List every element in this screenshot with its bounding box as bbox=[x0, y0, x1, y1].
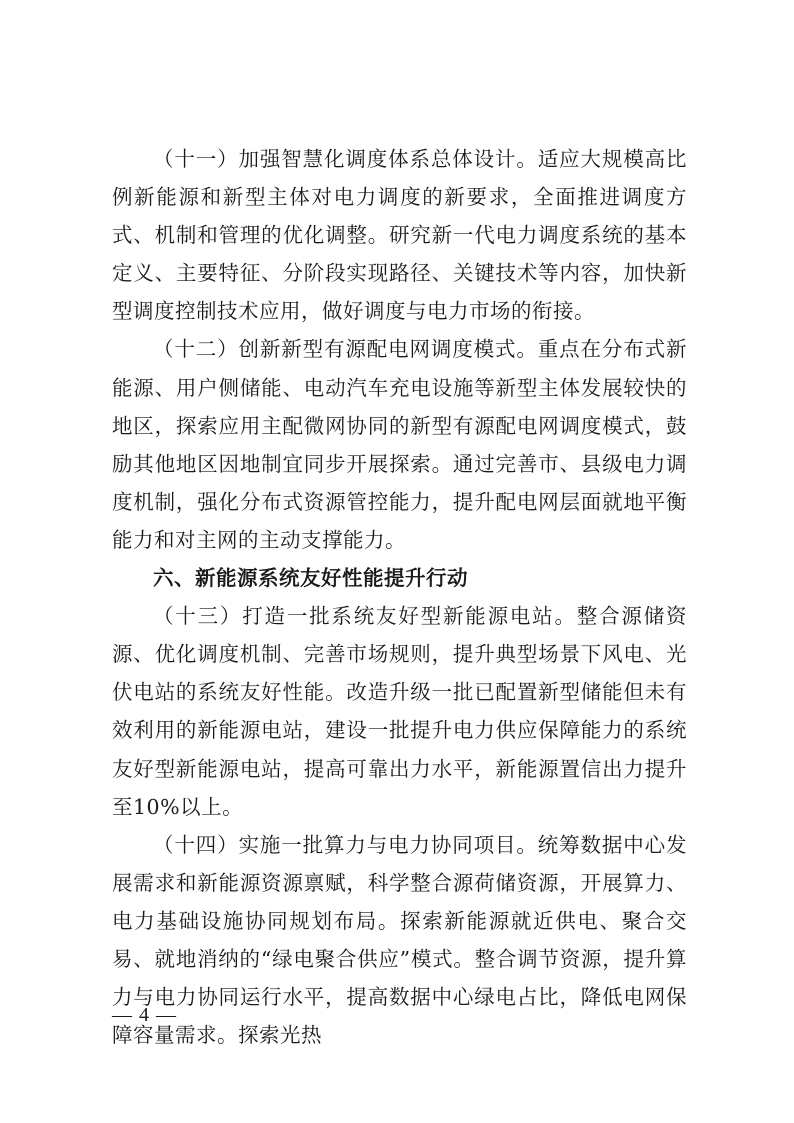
section-title: 六、新能源系统友好性能提升行动 bbox=[153, 566, 468, 591]
paragraph-heading-12: （十二）创新新型有源配电网调度模式。 bbox=[153, 337, 538, 362]
paragraph-11 bbox=[112, 140, 687, 330]
paragraph-12 bbox=[112, 330, 687, 559]
paragraph-heading-14: （十四）实施一批算力与电力协同项目。 bbox=[153, 832, 538, 857]
paragraph-13 bbox=[112, 597, 687, 826]
document-body bbox=[112, 140, 687, 1054]
paragraph-text-11: 适应大规模高比例新能源和新型主体对电力调度的新要求，全面推进调度方式、机制和管理的优化调整。研究新一代电力调度系统的基本定义、主要特征、分阶段实现路径、关键技术等内容，加快新型调度控制技术应用，做好调度与电力市场的衔接。 bbox=[112, 147, 687, 324]
paragraph-text-13: 整合源储资源、优化调度机制、完善市场规则，提升典型场景下风电、光伏电站的系统友好性能。改造升级一批已配置新型储能但未有效利用的新能源电站，建设一批提升电力供应保障能力的系统友好型新能源电站，提高可靠出力水平，新能源置信出力提升至10%以上。 bbox=[112, 604, 687, 819]
page-number: — 4 — bbox=[112, 1004, 177, 1026]
paragraph-heading-11: （十一）加强智慧化调度体系总体设计。 bbox=[153, 147, 538, 171]
paragraph-14 bbox=[112, 826, 687, 1055]
paragraph-text-14: 统筹数据中心发展需求和新能源资源禀赋，科学整合源荷储资源，开展算力、电力基础设施协同规划布局。探索新能源就近供电、聚合交易、就地消纳的“绿电聚合供应”模式。整合调节资源，提升算力与电力协同运行水平，提高数据中心绿电占比，降低电网保障容量需求。探索光热 bbox=[112, 832, 687, 1048]
paragraph-heading-13: （十三）打造一批系统友好型新能源电站。 bbox=[153, 604, 577, 629]
paragraph-text-12: 重点在分布式新能源、用户侧储能、电动汽车充电设施等新型主体发展较快的地区，探索应用主配微网协同的新型有源配电网调度模式，鼓励其他地区因地制宜同步开展探索。通过完善市、县级电力调度机制，强化分布式资源管控能力，提升配电网层面就地平衡能力和对主网的主动支撑能力。 bbox=[112, 337, 687, 552]
